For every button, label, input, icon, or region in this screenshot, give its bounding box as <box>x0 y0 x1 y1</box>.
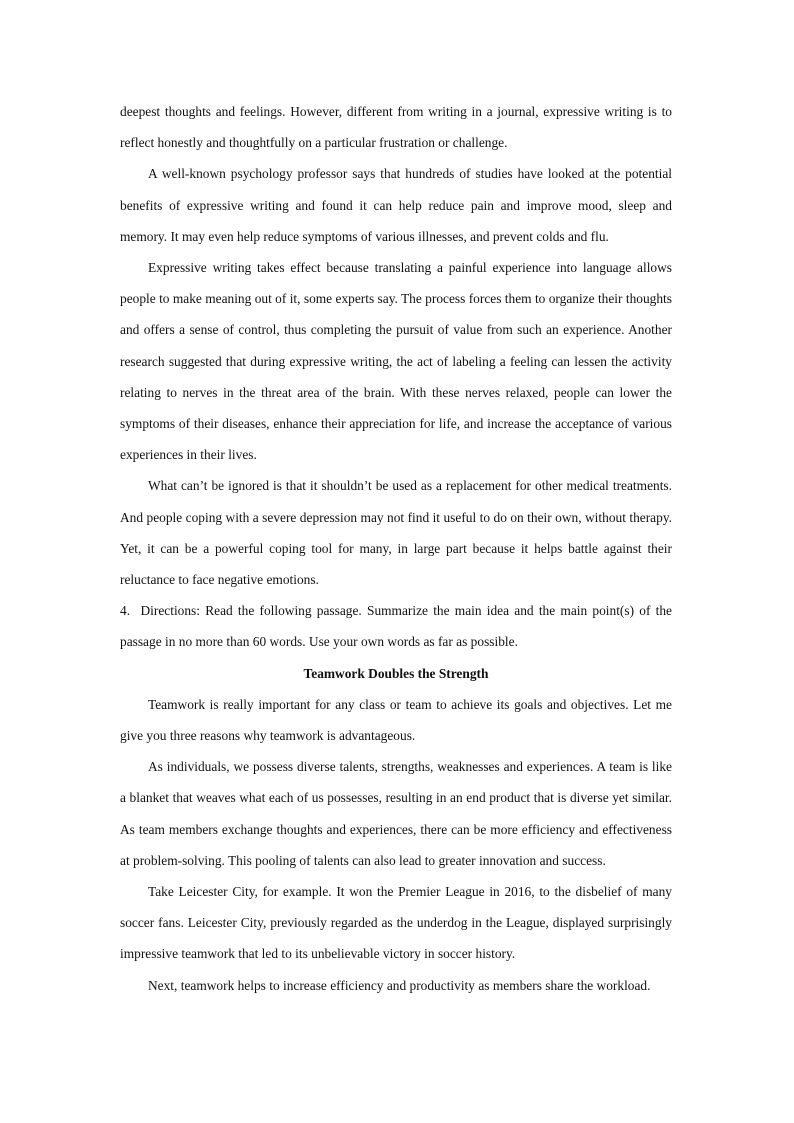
question-directions <box>120 595 672 657</box>
question-number: 4. <box>120 603 131 619</box>
directions-text: Directions: Read the following passage. Summarize the main idea and the main point(s) of the passage in no more than 60 words. Use your own words as far as possible. <box>120 603 672 650</box>
paragraph-continuation: deepest thoughts and feelings. However, different from writing in a journal, expressive writing is to reflect honestly and thoughtfully on a particular frustration or challenge. <box>120 104 672 151</box>
passage-title: Teamwork Doubles the Strength <box>303 665 489 681</box>
paragraph-benefits: A well-known psychology professor says that hundreds of studies have looked at the potential benefits of expressive writing and found it can help reduce pain and improve mood, sleep and memory. It may even help reduce symptoms of various illnesses, and prevent colds and flu. <box>120 166 672 244</box>
paragraph-intro: Teamwork is really important for any class or team to achieve its goals and objectives. Let me give you three reasons why teamwork is advantageous. <box>120 696 672 744</box>
paragraph-caveats: What can’t be ignored is that it shouldn’t be used as a replacement for other medical treatments. And people coping with a severe depression may not find it useful to do on their own, without therapy. Yet, it can be a powerful coping tool for many, in large part because it helps battle against their reluctance to face negative emotions. <box>120 478 672 588</box>
paragraph-efficiency: Next, teamwork helps to increase efficiency and productivity as members share the workload. <box>148 977 651 993</box>
paragraph-diversity: As individuals, we possess diverse talents, strengths, weaknesses and experiences. A team is like a blanket that weaves what each of us possesses, resulting in an end product that is diverse yet similar. As team members exchange thoughts and experiences, there can be more efficiency and effectiveness at problem-solving. This pooling of talents can also lead to greater innovation and success. <box>120 759 672 868</box>
document-page <box>120 96 672 1001</box>
paragraph-mechanism: Expressive writing takes effect because translating a painful experience into language allows people to make meaning out of it, some experts say. The process forces them to organize their thoughts and offers a sense of control, thus completing the pursuit of value from such an experience. Another research suggested that during expressive writing, the act of labeling a feeling can lessen the activity relating to nerves in the threat area of the brain. With these nerves relaxed, people can lower the symptoms of their diseases, enhance their appreciation for life, and increase the acceptance of various experiences in their lives. <box>120 260 672 463</box>
paragraph-example: Take Leicester City, for example. It won the Premier League in 2016, to the disbelief of many soccer fans. Leicester City, previously regarded as the underdog in the League, displayed surprisingly impressive teamwork that led to its unbelievable victory in soccer history. <box>120 884 672 962</box>
